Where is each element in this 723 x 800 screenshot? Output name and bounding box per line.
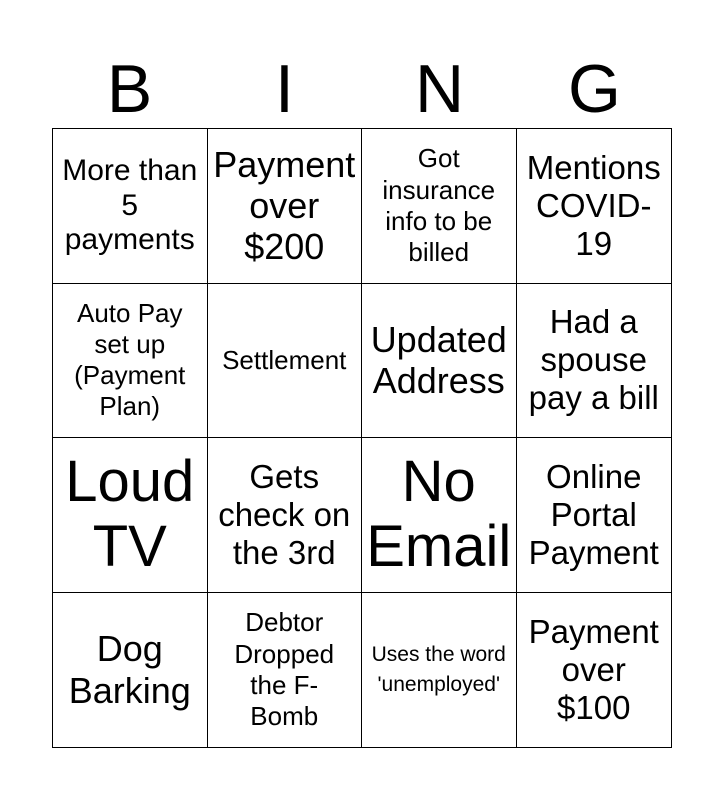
bingo-cell-text: Payment over $200	[213, 143, 356, 268]
bingo-cell[interactable]	[517, 129, 672, 284]
bingo-cell[interactable]	[53, 284, 208, 439]
bingo-card-grid	[52, 128, 672, 748]
bingo-cell[interactable]	[53, 129, 208, 284]
header-letter-i: I	[275, 51, 294, 127]
header-letter-g: G	[568, 51, 621, 127]
bingo-cell[interactable]	[208, 438, 363, 593]
bingo-cell[interactable]	[208, 593, 363, 748]
bingo-cell-text: Had a spouse pay a bill	[528, 303, 659, 417]
header-letter-b: B	[106, 51, 153, 127]
bingo-cell[interactable]	[53, 593, 208, 748]
bingo-cell[interactable]	[53, 438, 208, 593]
bingo-cell-text: Auto Pay set up (Payment Plan)	[74, 297, 186, 422]
bingo-cell[interactable]	[517, 284, 672, 439]
bingo-cell-text: Online Portal Payment	[528, 457, 659, 571]
bingo-cell[interactable]	[517, 438, 672, 593]
bingo-cell[interactable]	[362, 129, 517, 284]
bingo-cell-text: Gets check on the 3rd	[218, 457, 351, 571]
bingo-cell-text: More than 5 payments	[62, 154, 198, 256]
bingo-cell-text: Payment over $100	[528, 612, 659, 726]
bingo-cell-text: Debtor Dropped the F-Bomb	[234, 607, 335, 731]
bingo-cell[interactable]	[362, 593, 517, 748]
bingo-cell-text: No Email	[366, 448, 512, 579]
bingo-cell-text: Settlement	[222, 344, 347, 375]
bingo-cell[interactable]	[208, 129, 363, 284]
bingo-cell-text: Updated Address	[370, 318, 507, 402]
bingo-cell-text: Got insurance info to be billed	[382, 143, 496, 267]
header-letter-n: N	[414, 51, 465, 127]
bingo-cell[interactable]	[362, 284, 517, 439]
bingo-cell-text: Mentions COVID-19	[526, 148, 661, 262]
bingo-cell[interactable]	[517, 593, 672, 748]
bingo-cell[interactable]	[208, 284, 363, 439]
bingo-cell-text: Loud TV	[65, 448, 195, 579]
bingo-header	[52, 50, 672, 128]
bingo-cell-text: Dog Barking	[68, 628, 191, 711]
bingo-cell-text: Uses the word 'unemployed'	[371, 643, 506, 696]
bingo-cell[interactable]	[362, 438, 517, 593]
